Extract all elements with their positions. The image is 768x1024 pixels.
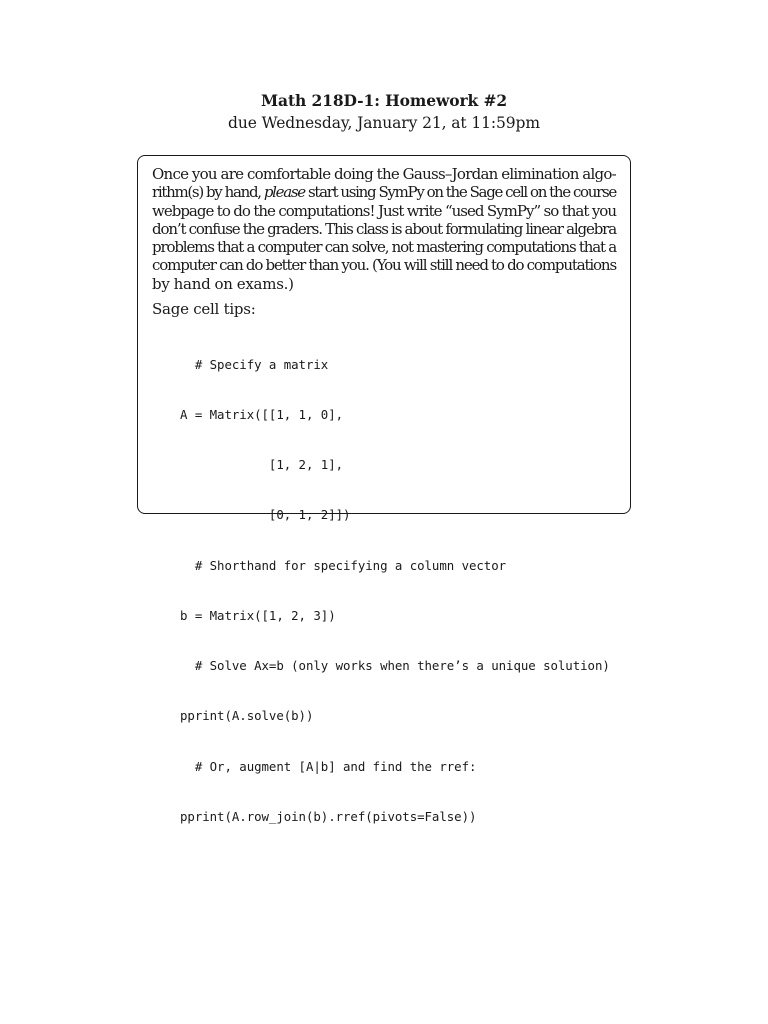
code-line: # Solve Ax=b (only works when there’s a unique solution) (180, 658, 610, 673)
notice-line: Once you are comfortable doing the Gauss–Jordan elimination algo- (152, 165, 616, 183)
code-line: A = Matrix([[1, 1, 0], (180, 406, 344, 422)
code-line: # Or, augment [A|b] and find the rref: (180, 758, 477, 774)
page-title: Math 218D-1: Homework #2 (260, 91, 508, 110)
code-line: [0, 1, 2]]) (180, 507, 351, 523)
due-date: due Wednesday, January 21, at 11:59pm (228, 114, 540, 132)
notice-line: don’t confuse the graders. This class is about formulating linear algebra (152, 219, 616, 238)
code-line: # Shorthand for specifying a column vector (180, 557, 507, 573)
notice-line: by hand on exams.) (152, 274, 294, 293)
code-line: b = Matrix([1, 2, 3]) (180, 607, 336, 623)
code-line: pprint(A.solve(b)) (180, 708, 314, 724)
notice-line: computer can do better than you. (You will still need to do computations (152, 256, 616, 275)
notice-paragraph (152, 165, 616, 293)
emphasis-please: please (263, 183, 305, 202)
code-line: [1, 2, 1], (180, 457, 344, 472)
notice-box (137, 155, 631, 824)
code-line: # Specify a matrix (180, 356, 329, 372)
notice-line: webpage to do the computations! Just write “used SymPy” so that you (152, 201, 616, 220)
code-line: pprint(A.row_join(b).rref(pivots=False)) (180, 808, 477, 824)
notice-line: rithm(s) by hand, please start using SymPy on the Sage cell on the course (152, 183, 616, 202)
code-block (180, 323, 610, 859)
notice-line: problems that a computer can solve, not mastering computations that a (152, 238, 616, 257)
tips-heading: Sage cell tips: (152, 300, 256, 318)
